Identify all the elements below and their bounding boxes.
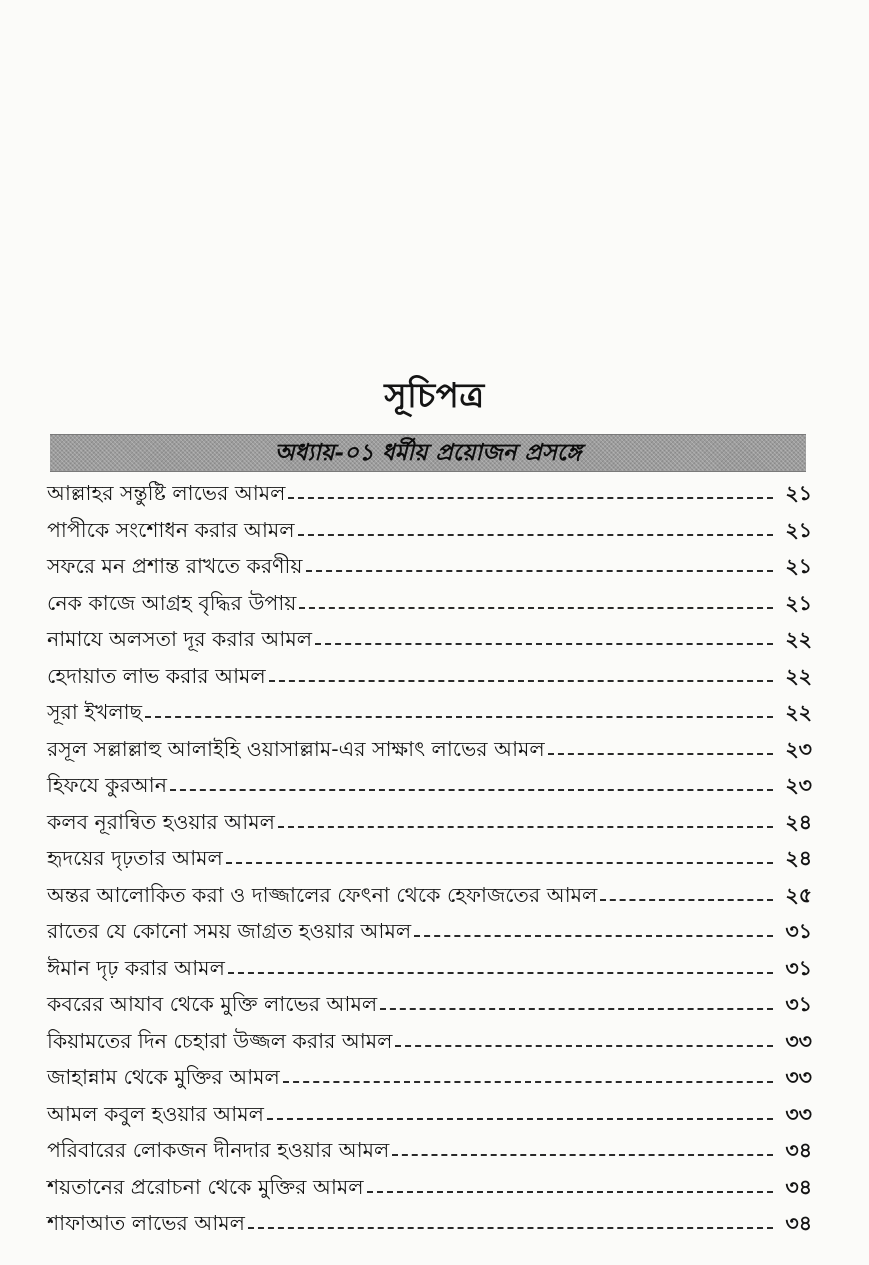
toc-entry-page-number: ২১: [785, 590, 812, 615]
dotted-leader: [298, 534, 773, 536]
toc-entry-title: হিফযে কুরআন: [47, 773, 167, 798]
toc-entry: [47, 952, 812, 989]
dotted-leader: [548, 753, 773, 755]
toc-entry-title: কলব নূরান্বিত হওয়ার আমল: [47, 809, 275, 834]
toc-entry-page-number: ২৩: [785, 736, 812, 761]
toc-entry: [47, 623, 812, 660]
dotted-leader: [145, 716, 773, 718]
toc-entry-title: পরিবারের লোকজন দীনদার হওয়ার আমল: [47, 1138, 390, 1163]
toc-entry-title: অন্তর আলোকিত করা ও দাজ্জালের ফেৎনা থেকে হেফাজতের আমল: [47, 882, 598, 907]
toc-entry-title: হৃদয়ের দৃঢ়তার আমল: [47, 846, 223, 871]
toc-entry: [47, 988, 812, 1025]
dotted-leader: [170, 789, 773, 791]
toc-entry: [47, 879, 812, 916]
toc-entry-title: কবরের আযাব থেকে মুক্তি লাভের আমল: [47, 992, 378, 1017]
dotted-leader: [267, 1118, 773, 1120]
toc-entry: [47, 1098, 812, 1135]
toc-entry-title: নামাযে অলসতা দূর করার আমল: [47, 627, 312, 652]
toc-entry-page-number: ৩৪: [785, 1138, 812, 1163]
toc-entry-page-number: ২৫: [785, 882, 812, 907]
dotted-leader: [306, 570, 774, 572]
toc-entry: [47, 1207, 812, 1244]
toc-entry-title: রসূল সল্লাল্লাহু আলাইহি ওয়াসাল্লাম-এর সাক্ষাৎ লাভের আমল: [47, 736, 545, 761]
toc-entry-title: সূরা ইখলাছ: [47, 700, 143, 725]
dotted-leader: [392, 1154, 773, 1156]
toc-entry-page-number: ৩১: [785, 955, 812, 980]
toc-entry-page-number: ৩৩: [785, 1101, 812, 1126]
toc-entry-title: আমল কবুল হওয়ার আমল: [47, 1101, 264, 1126]
page-title: সূচিপত্র: [384, 376, 485, 416]
chapter-banner: [50, 434, 806, 472]
toc-entry-title: শাফাআত লাভের আমল: [47, 1211, 245, 1236]
toc-entry-page-number: ৩১: [785, 992, 812, 1017]
toc-entry: [47, 915, 812, 952]
toc-entry-title: পাপীকে সংশোধন করার আমল: [47, 517, 295, 542]
dotted-leader: [299, 607, 773, 609]
toc-entry-page-number: ২২: [785, 700, 812, 725]
toc-entry-page-number: ৩৩: [785, 1065, 812, 1090]
toc-entry-page-number: ৩৩: [785, 1028, 812, 1053]
toc-entry-page-number: ২২: [785, 663, 812, 688]
dotted-leader: [395, 1045, 773, 1047]
toc-entry-page-number: ৩৪: [785, 1174, 812, 1199]
toc-entry: [47, 696, 812, 733]
toc-entry-title: কিয়ামতের দিন চেহারা উজ্জল করার আমল: [47, 1028, 393, 1053]
toc-entry: [47, 1134, 812, 1171]
toc-entry-title: নেক কাজে আগ্রহ বৃদ্ধির উপায়: [47, 590, 297, 615]
toc-entry-page-number: ২১: [785, 481, 812, 506]
dotted-leader: [600, 899, 773, 901]
toc-entry-page-number: ৩৪: [785, 1211, 812, 1236]
table-of-contents: [47, 477, 812, 1244]
dotted-leader: [315, 643, 773, 645]
toc-entry-page-number: ২১: [785, 517, 812, 542]
toc-entry-title: আল্লাহর সন্তুষ্টি লাভের আমল: [47, 481, 286, 506]
dotted-leader: [367, 1191, 773, 1193]
toc-entry-page-number: ২২: [785, 627, 812, 652]
toc-entry-title: জাহান্নাম থেকে মুক্তির আমল: [47, 1065, 280, 1090]
toc-entry: [47, 477, 812, 514]
toc-entry: [47, 733, 812, 770]
dotted-leader: [283, 1081, 773, 1083]
dotted-leader: [228, 972, 773, 974]
toc-entry-page-number: ২৪: [785, 809, 812, 834]
dotted-leader: [278, 826, 773, 828]
dotted-leader: [414, 935, 773, 937]
dotted-leader: [288, 497, 773, 499]
dotted-leader: [248, 1227, 773, 1229]
toc-entry: [47, 1171, 812, 1208]
toc-entry: [47, 550, 812, 587]
toc-entry: [47, 806, 812, 843]
toc-entry: [47, 587, 812, 624]
toc-entry-title: রাতের যে কোনো সময় জাগ্রত হওয়ার আমল: [47, 919, 412, 944]
chapter-heading: অধ্যায়-০১ ধর্মীয় প্রয়োজন প্রসঙ্গে: [274, 439, 582, 466]
toc-entry: [47, 1025, 812, 1062]
toc-entry-page-number: ২১: [785, 554, 812, 579]
toc-entry: [47, 1061, 812, 1098]
dotted-leader: [269, 680, 773, 682]
toc-entry-title: হেদায়াত লাভ করার আমল: [47, 663, 266, 688]
toc-entry: [47, 842, 812, 879]
dotted-leader: [226, 862, 773, 864]
dotted-leader: [380, 1008, 773, 1010]
toc-entry-title: ঈমান দৃঢ় করার আমল: [47, 955, 225, 980]
toc-entry-title: সফরে মন প্রশান্ত রাখতে করণীয়: [47, 554, 303, 579]
toc-entry-page-number: ৩১: [785, 919, 812, 944]
toc-entry: [47, 660, 812, 697]
toc-entry-title: শয়তানের প্ররোচনা থেকে মুক্তির আমল: [47, 1174, 364, 1199]
toc-entry: [47, 769, 812, 806]
toc-entry-page-number: ২৩: [785, 773, 812, 798]
toc-entry: [47, 514, 812, 551]
toc-entry-page-number: ২৪: [785, 846, 812, 871]
